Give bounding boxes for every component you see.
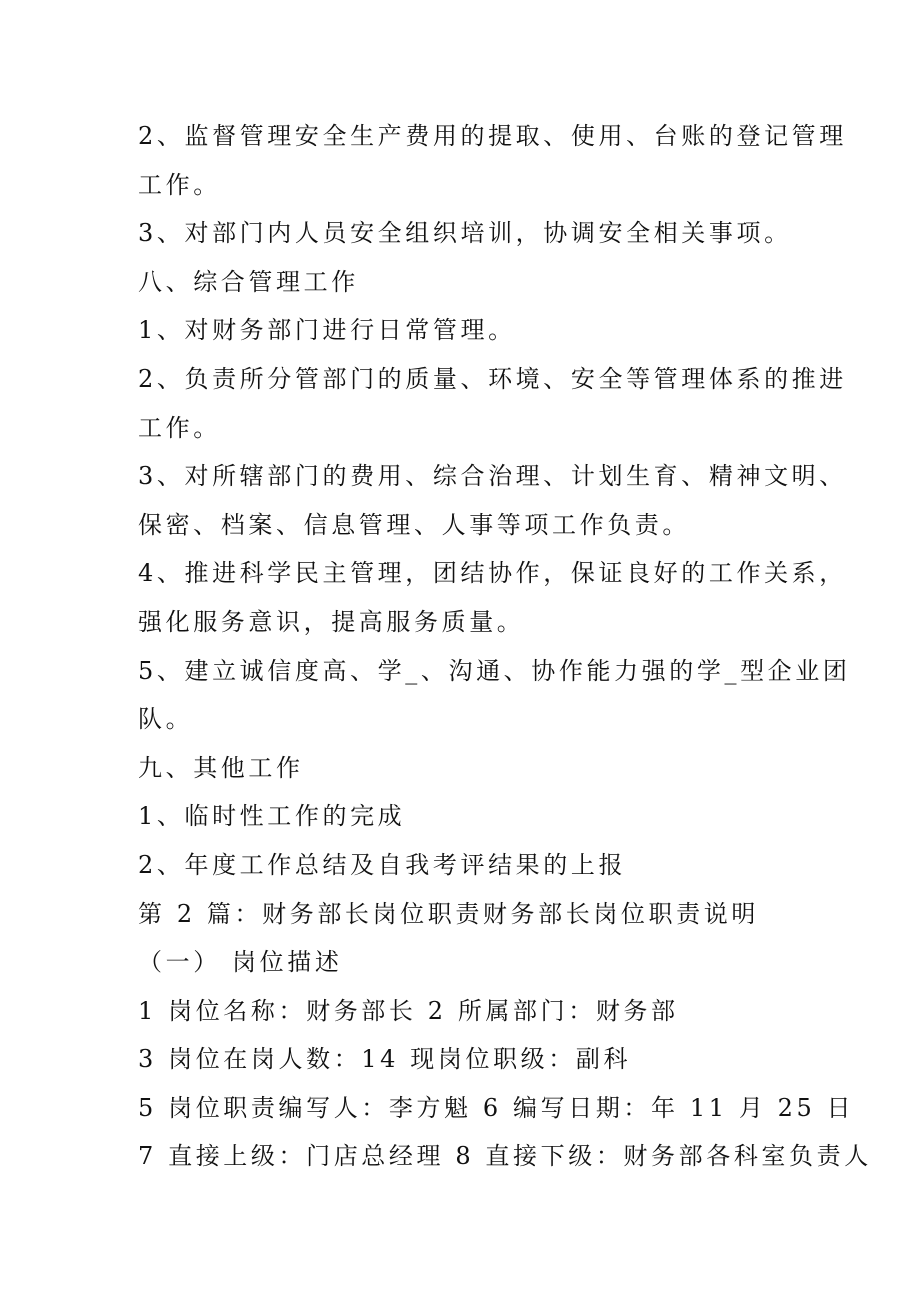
info-line: 1 岗位名称：财务部长 2 所属部门：财务部 xyxy=(138,996,679,1025)
subsection-heading: （一） 岗位描述 xyxy=(138,948,343,977)
paragraph-line: 3、对部门内人员安全组织培训，协调安全相关事项。 xyxy=(138,219,792,248)
paragraph-line: 队。 xyxy=(138,705,194,734)
paragraph-line: 2、监督管理安全生产费用的提取、使用、台账的登记管理 xyxy=(138,122,847,150)
info-line: 7 直接上级：门店总经理 8 直接下级：财务部各科室负责人 xyxy=(138,1142,872,1171)
info-line: 3 岗位在岗人数：14 现岗位职级：副科 xyxy=(138,1045,632,1074)
paragraph-line: 3、对所辖部门的费用、综合治理、计划生育、精神文明、 xyxy=(138,462,847,491)
paragraph-line: 工作。 xyxy=(138,170,221,199)
paragraph-line: 保密、档案、信息管理、人事等项工作负责。 xyxy=(138,510,690,539)
paragraph-line: 工作。 xyxy=(138,413,221,442)
paragraph-line: 2、负责所分管部门的质量、环境、安全等管理体系的推进 xyxy=(138,364,847,393)
paragraph-line: 1、临时性工作的完成 xyxy=(138,802,406,831)
paragraph-line: 强化服务意识，提高服务质量。 xyxy=(138,607,525,636)
paragraph-line: 5、建立诚信度高、学_、沟通、协作能力强的学_型企业团 xyxy=(138,656,851,685)
paragraph-line: 2、年度工作总结及自我考评结果的上报 xyxy=(138,850,627,879)
paragraph-line: 4、推进科学民主管理，团结协作，保证良好的工作关系， xyxy=(138,559,847,588)
section-heading: 九、其他工作 xyxy=(138,753,304,782)
paragraph-line: 1、对财务部门进行日常管理。 xyxy=(138,316,516,345)
chapter-title: 第 2 篇：财务部长岗位职责财务部长岗位职责说明 xyxy=(138,899,759,928)
info-line: 5 岗位职责编写人：李方魁 6 编写日期：年 11 月 25 日 xyxy=(138,1093,855,1122)
section-heading: 八、综合管理工作 xyxy=(138,267,359,296)
document-body xyxy=(138,112,872,1181)
